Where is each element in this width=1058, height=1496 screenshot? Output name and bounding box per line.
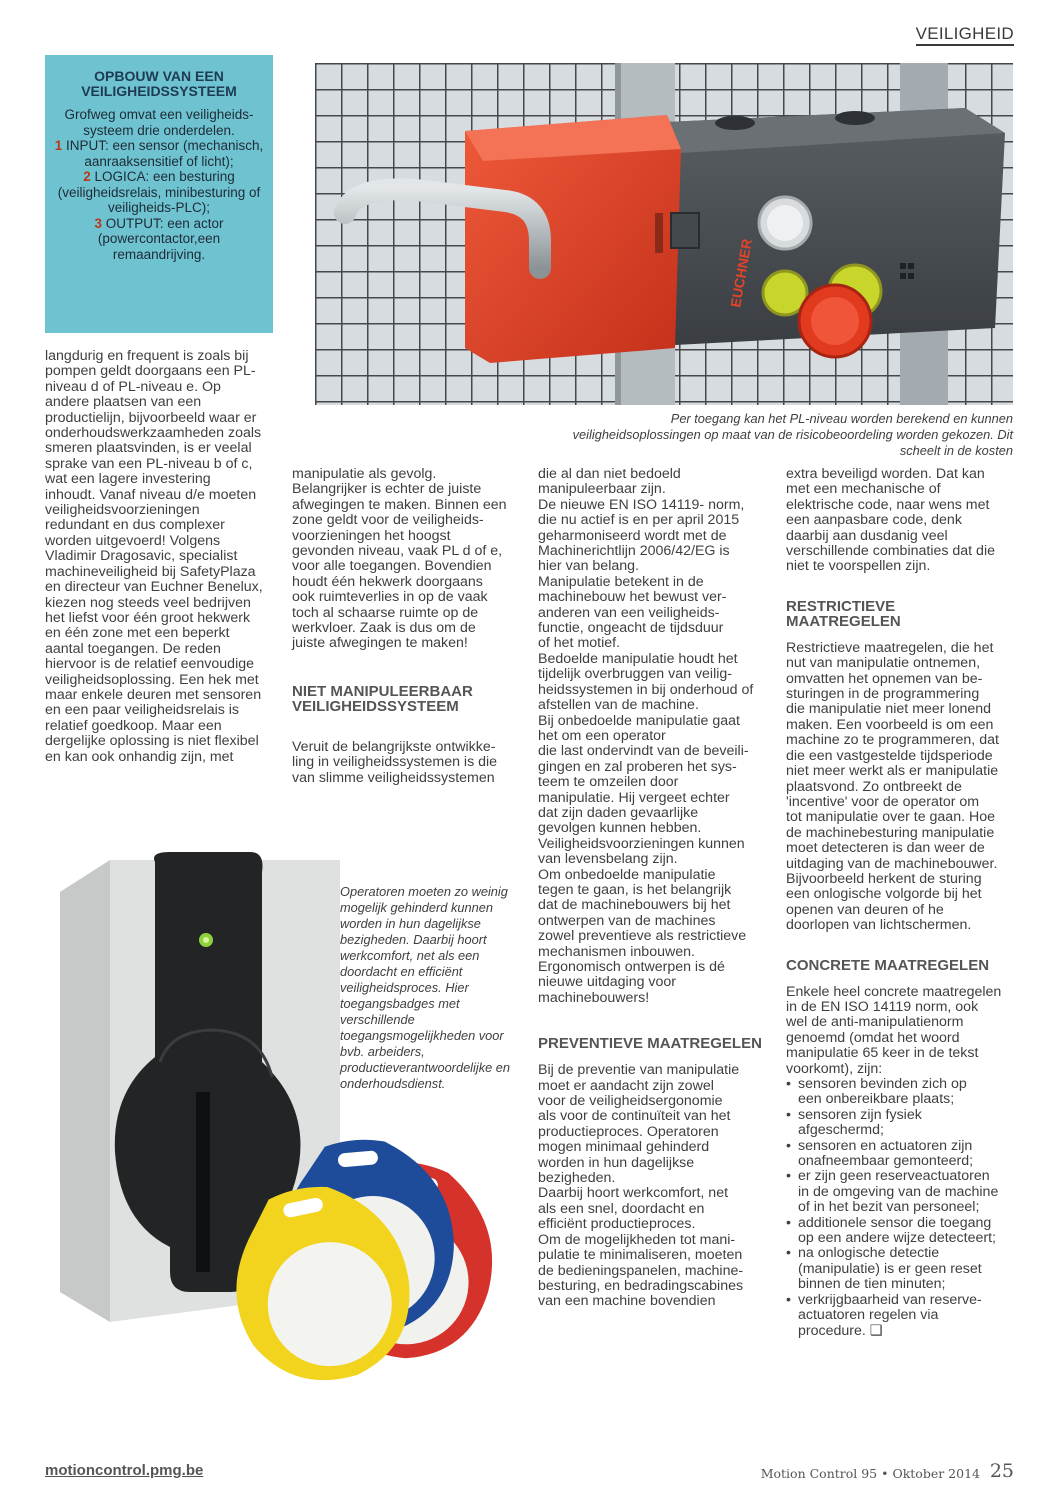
section-heading: PREVENTIEVE MAATREGELEN (538, 1035, 762, 1053)
paragraph: Bij de preventie van manipulatie moet er aandacht zijn zowel voor de veiligheidsergonomie als voor de continuïteit van het productieproces. Operatoren mogen minimaal gehinderd worden in hun dagelijkse bezigheden. Daarbij hoort werkcomfort, net als een snel, doordacht en efficiënt productieproces. Om de mogelijkheden tot mani- pulatie te minimaliseren, moeten de bedieningspanelen, machine- besturing, en bedradingscabines van een machine bovendien (538, 1062, 744, 1310)
info-box (45, 55, 273, 333)
list-item: • additionele sensor die toegang op een andere wijze detecteert; (786, 1216, 1012, 1247)
list-item: • verkrijgbaarheid van reserve- actuatoren regelen via procedure. ❑ (786, 1293, 1012, 1339)
item-number: 2 (83, 169, 91, 184)
footer-website-link[interactable]: motioncontrol.pmg.be (45, 1462, 204, 1479)
info-box-intro: Grofweg omvat een veiligheids-systeem drie onderdelen. (64, 107, 254, 138)
item-number: 3 (94, 215, 102, 231)
list-item: • sensoren bevinden zich op een onbereikbare plaats; (786, 1077, 1012, 1108)
text-column-4 (786, 467, 1012, 1339)
footer-magazine-info: Motion Control 95 • Oktober 2014 (760, 1466, 980, 1481)
paragraph: manipulatie als gevolg. Belangrijker is echter de juiste afwegingen te maken. Binnen een zone geldt voor de veiligheids- voorzieningen het hoogst gevonden niveau, vaak PL d of e, voor alle toegangen. Bovendien houdt één hekwerk doorgaans ook ruimteverlies in op de vaak toch al schaarse ruimte op de werkvloer. Zaak is dus om de juiste afwegingen te maken! (292, 466, 507, 652)
item-number: 1 (54, 138, 63, 153)
photo-caption: Per toegang kan het PL-niveau worden berekend en kunnen veiligheidsoplossingen op maat van de risicobeoordeling worden gekozen. Dit scheelt in de kosten (572, 411, 1013, 458)
paragraph: extra beveiligd worden. Dat kan met een mechanische of elektrische code, naar wens met een aanpasbare code, denk daarbij aan dusdanig veel verschillende combinaties dat die niet te voorspellen zijn. (786, 466, 995, 575)
item-text: INPUT: een sensor (mechanisch, aanraaksensitief of licht); (65, 138, 264, 169)
list-item: • sensoren zijn fysiek afgeschermd; (786, 1108, 1012, 1139)
info-box-item (51, 216, 267, 263)
info-box-item (51, 169, 267, 216)
text-column-3 (538, 467, 768, 1310)
list-item: • er zijn geen reserveactuatoren in de omgeving van de machine of in het bezit van personeel; (786, 1169, 1012, 1215)
info-box-title: OPBOUW VAN EEN VEILIGHEIDSSYSTEEM (81, 68, 237, 99)
section-heading: CONCRETE MAATREGELEN (786, 956, 990, 974)
photo-caption: Operatoren moeten zo weinig mogelijk gehinderd kunnen worden in hun dagelijkse bezigheden. Daarbij hoort werkcomfort, net als een doordacht en efficiënt veiligheidsproces. Hier toegangsbadges met verschillende toegangsmogelijkheden voor bvb. arbeiders, productieverantwoordelijke en onderhoudsdienst. (340, 884, 511, 1091)
section-heading: RESTRICTIEVE MAATREGELEN (786, 597, 901, 630)
item-text: LOGICA: een besturing (veiligheidsrelais, minibesturing of veiligheids-PLC); (57, 169, 261, 215)
list-item: • na onlogische detectie (manipulatie) is er geen reset binnen de tien minuten; (786, 1246, 1012, 1292)
section-heading: NIET MANIPULEERBAAR VEILIGHEIDSSYSTEEM (292, 682, 473, 715)
section-label: VEILIGHEID (916, 24, 1014, 46)
paragraph: Enkele heel concrete maatregelen in de EN ISO 14119 norm, ook wel de anti-manipulatienorm genoemd (omdat het woord manipulatie 65 keer in de tekst voorkomt), zijn: (786, 983, 1002, 1077)
brand-label: EUCHNER (727, 237, 755, 309)
door-lock-illustration (315, 63, 1013, 405)
text-column-1 (45, 349, 277, 765)
paragraph: langdurig en frequent is zoals bij pompen geldt doorgaans een PL- niveau d of PL-niveau e. Op andere plaatsen van een productielijn, bijvoorbeeld waar er onderhoudswerkzaamheden zoals smeren plaatsvinden, is er veelal sprake van een PL-niveau b of c, wat een lagere investering inhoudt. Vanaf niveau d/e moeten veiligheidsvoorzieningen redundant en dus complexer worden uitgevoerd! Volgens Vladimir Dragosavic, specialist machineveiligheid bij SafetyPlaza en directeur van Euchner Benelux, kiezen nog steeds veel bedrijven het liefst voor één groot hekwerk en één zone met een beperkt aantal toegangen. De reden hiervoor is de relatief eenvoudige veiligheidsoplossing. Een hek met maar enkele deuren met sensoren en een paar veiligheidsrelais is relatief goedkoop. Maar een dergelijke oplossing is niet flexibel en kan ook onhandig zijn, met (45, 348, 263, 765)
paragraph: Restrictieve maatregelen, die het nut van manipulatie ontnemen, omvatten het opnemen van be- sturingen in de programmering die manipulatie niet meer lonend maken. Een voorbeeld is om een machine zo te programmeren, dat die een vastgestelde tijdsperiode niet meer werkt als er manipulatie plaatsvond. Zo ontbreekt de 'incentive' voor de operator om tot manipulatie over te gaan. Hoe de machinebesturing manipulatie moet detecteren is dan weer de uitdaging van de machinebouwer. Bijvoorbeeld herkent de sturing een onlogische volgorde bij het openen van deuren of he doorlopen van lichtschermen. (786, 639, 999, 934)
list-item: • sensoren en actuatoren zijn onafneembaar gemonteerd; (786, 1139, 1012, 1170)
text-column-2 (292, 467, 522, 786)
door-lock-photo (315, 63, 1013, 405)
page-number: 25 (989, 1460, 1014, 1482)
measure-list (786, 1077, 1012, 1339)
item-text: OUTPUT: een actor (powercontactor,een remaandrijving. (97, 215, 224, 262)
info-box-item (51, 138, 267, 169)
paragraph: Veruit de belangrijkste ontwikke- ling in veiligheidssystemen is die van slimme veiligheidssystemen (292, 738, 498, 786)
paragraph: die al dan niet bedoeld manipuleerbaar zijn. De nieuwe EN ISO 14119- norm, die nu actief is en per april 2015 geharmoniseerd wordt met de Machinerichtlijn 2006/42/EG is hier van belang. Manipulatie betekent in de machinebouw het bewust ver- anderen van een veiligheids- functie, ongeacht de tijdsduur of het motief. Bedoelde manipulatie houdt het tijdelijk overbruggen van veilig- heidssystemen in bij onderhoud of afstellen van de machine. Bij onbedoelde manipulatie gaat het om een operator die last ondervindt van de beveili- gingen en zal proberen het sys- teem te omzeilen door manipulatie. Hij vergeet echter dat zijn daden gevaarlijke gevolgen kunnen hebben. Veiligheidsvoorzieningen kunnen van levensbelang zijn. Om onbedoelde manipulatie tegen te gaan, is het belangrijk dat de machinebouwers bij het ontwerpen van de machines zowel preventieve als restrictieve mechanismen inbouwen. Ergonomisch ontwerpen is dé nieuwe uitdaging voor machinebouwers! (538, 466, 754, 1006)
